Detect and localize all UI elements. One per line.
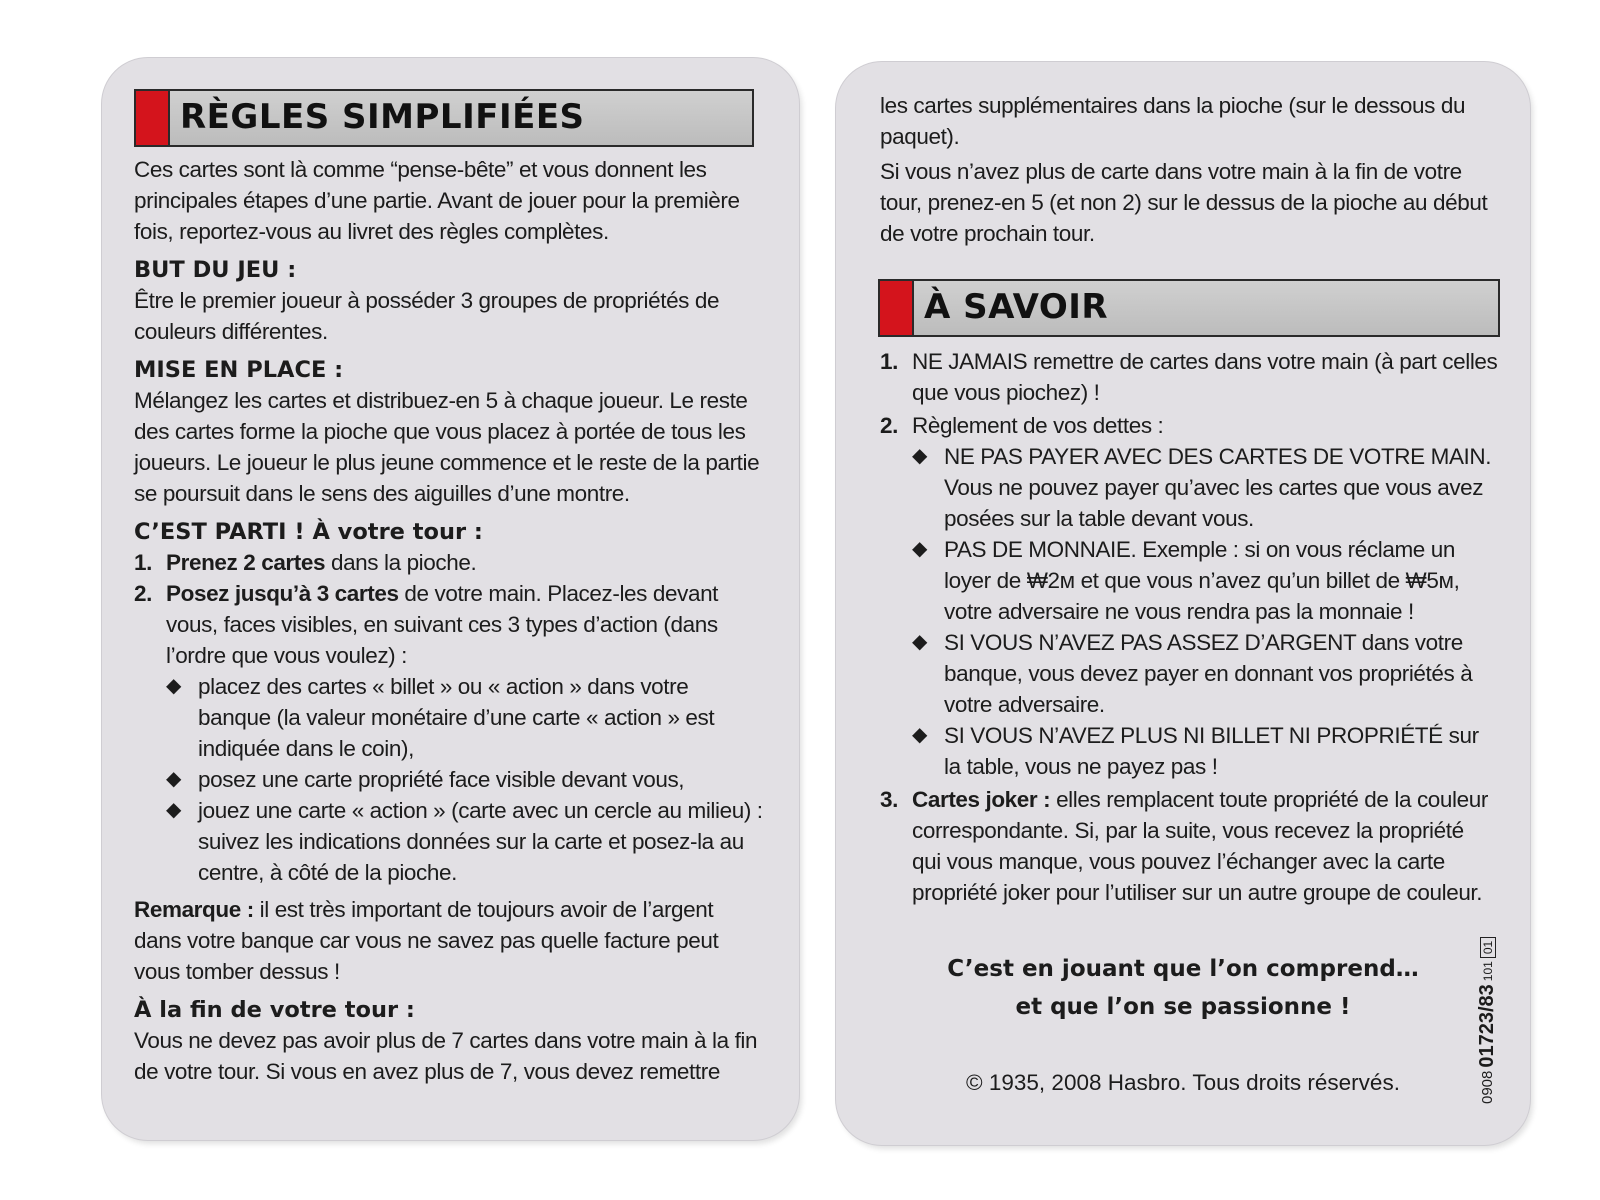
fin-text: Vous ne devez pas avoir plus de 7 cartes dans votre main à la fin de votre tour. Si vous en avez plus de 7, vous devez remettre [134,1028,758,1084]
diamond-bullet-icon: ◆ [912,538,927,560]
section-header-savoir [878,279,1500,337]
debt-bullet [880,441,1498,534]
bullet-text: SI VOUS N’AVEZ PLUS NI BILLET NI PROPRIÉTÉ sur la table, vous ne payez pas ! [944,723,1479,779]
diamond-bullet-icon: ◆ [912,724,927,746]
header-title: À SAVOIR [924,287,1109,327]
item-text: elles remplacent toute propriété de la couleur correspondante. Si, par la suite, vous recevez la propriété qui vous manque, vous pouvez l’échanger avec la carte propriété joker pour l’utiliser sur un autre groupe de couleur. [912,787,1488,905]
tagline-line-1: C’est en jouant que l’on comprend… [947,956,1419,982]
product-code [1476,937,1499,1104]
debt-bullet [880,627,1498,720]
step-text: dans la pioche. [325,550,477,575]
item-number: 3. [880,787,898,812]
diamond-bullet-icon: ◆ [166,799,181,821]
item-bold: Cartes joker : [912,787,1051,812]
diamond-bullet-icon: ◆ [912,445,927,467]
remarque-label: Remarque : [134,897,254,922]
bullet-text: posez une carte propriété face visible devant vous, [198,767,685,792]
right-card-body [880,346,1498,908]
but-heading: BUT DU JEU : [134,257,297,283]
intro-text: Ces cartes sont là comme “pense-bête” et vous donnent les principales étapes d’une partie. Avant de jouer pour la première fois, reportez-vous au livret des règles complètes. [134,157,740,244]
right-card-top [880,90,1500,249]
item-text: Règlement de vos dettes : [912,413,1164,438]
bullet-item [134,764,764,795]
step-number: 1. [134,550,152,575]
code-suffix: 101 [1480,961,1495,982]
code-prefix: 0908 [1479,1070,1496,1104]
item-number: 2. [880,413,898,438]
mise-heading: MISE EN PLACE : [134,357,344,383]
bullet-text: PAS DE MONNAIE. Exemple : si on vous réclame un loyer de ₩2м et que vous n’avez qu’un billet de ₩5м, votre adversaire ne vous rendra pas la monnaie ! [944,537,1460,624]
header-title: RÈGLES SIMPLIFIÉES [180,97,585,137]
red-tab [880,281,914,335]
item-text: NE JAMAIS remettre de cartes dans votre main (à part celles que vous piochez) ! [912,349,1498,405]
item-number: 1. [880,349,898,374]
mise-text: Mélangez les cartes et distribuez-en 5 à chaque joueur. Le reste des cartes forme la pioche que vous placez à portée de tous les joueurs. Le joueur le plus jeune commence et le reste de la partie se poursuit dans le sens des aiguilles d’une montre. [134,388,760,506]
remarque-text: il est très important de toujours avoir de l’argent dans votre banque car vous ne savez pas quelle facture peut vous tomber dessus ! [134,897,719,984]
code-main: 01723/83 [1476,984,1498,1068]
section-header-regles [134,89,754,147]
debt-bullet [880,534,1498,627]
item-3 [880,784,1498,908]
parti-heading: C’EST PARTI ! À votre tour : [134,519,483,545]
empty-hand-text: Si vous n’avez plus de carte dans votre main à la fin de votre tour, prenez-en 5 (et non 2) sur le dessus de la pioche au début de votre prochain tour. [880,159,1488,246]
item-1 [880,346,1498,408]
red-tab [136,91,170,145]
bullet-item [134,671,764,764]
remarque [134,894,764,987]
continuation-text: les cartes supplémentaires dans la pioche (sur le dessous du paquet). [880,93,1466,149]
bullet-text: jouez une carte « action » (carte avec un cercle au milieu) : suivez les indications données sur la carte et posez-la au centre, à côté de la pioche. [198,798,763,885]
step-number: 2. [134,581,152,606]
step-text: de votre main. Placez-les devant vous, faces visibles, en suivant ces 3 types d’action (dans l’ordre que vous voulez) : [166,581,719,668]
rules-card-right [836,62,1530,1145]
tagline-line-2: et que l’on se passionne ! [1015,994,1351,1020]
item-2 [880,410,1498,441]
code-box: 01 [1480,937,1496,958]
bullet-text: NE PAS PAYER AVEC DES CARTES DE VOTRE MAIN. Vous ne pouvez payer qu’avec les cartes que vous avez posées sur la table devant vous. [944,444,1492,531]
diamond-bullet-icon: ◆ [166,675,181,697]
step-1 [134,547,764,578]
step-2 [134,578,764,671]
tagline [836,950,1530,1026]
bullet-item [134,795,764,888]
diamond-bullet-icon: ◆ [166,768,181,790]
but-text: Être le premier joueur à posséder 3 groupes de propriétés de couleurs différentes. [134,288,720,344]
copyright: © 1935, 2008 Hasbro. Tous droits réservés. [966,1070,1400,1095]
bullet-text: SI VOUS N’AVEZ PAS ASSEZ D’ARGENT dans votre banque, vous devez payer en donnant vos propriétés à votre adversaire. [944,630,1473,717]
bullet-text: placez des cartes « billet » ou « action » dans votre banque (la valeur monétaire d’une carte « action » est indiquée dans le coin), [198,674,715,761]
step-bold: Posez jusqu’à 3 cartes [166,581,399,606]
fin-heading: À la fin de votre tour : [134,997,415,1023]
debt-bullet [880,720,1498,782]
diamond-bullet-icon: ◆ [912,631,927,653]
left-card-body [134,154,764,1087]
step-bold: Prenez 2 cartes [166,550,326,575]
rules-card-left [102,58,799,1140]
